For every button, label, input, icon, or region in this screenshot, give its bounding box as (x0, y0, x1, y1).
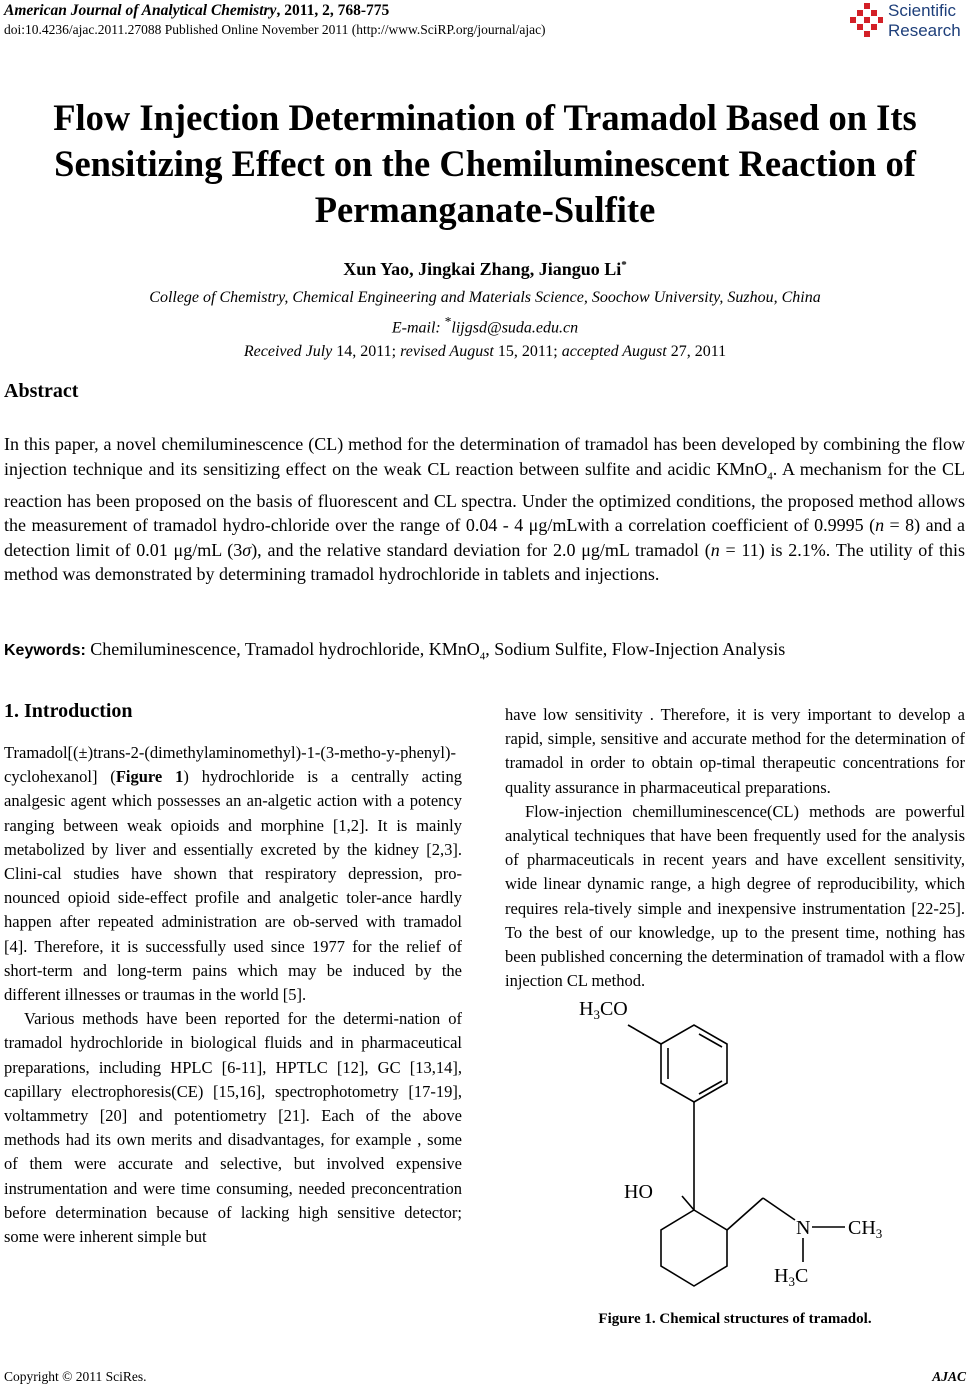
logo-text-research: Research (888, 21, 961, 40)
methoxy-bond (628, 1025, 661, 1044)
intro-paragraph: Various methods have been reported for the determi-nation of tramadol hydrochloride in biological fluids and in pharmaceutical preparations, including HPLC [6-11], HPTLC [12], GC [13,14], capillary electrophoresis(CE) [15,16], spectrophotometry [17-19], voltammetry [20] and potentiometry [21]. Each of the above methods had its own merits and disadvantages, for example , some of them were accurate and selective, but involved expensive instrumentation and were time consuming, needed preconcentration before determination because of lacking high sensitive detector; some were inherent simple but (4, 1009, 462, 1247)
abstract-paragraph: In this paper, a novel chemiluminescence (CL) method for the determination of tramadol has been developed by combining the flow injection technique and its sensitizing effect on the weak CL reaction between sulfite and acidic KMnO$_4$. A mechanism for the CL reaction has been proposed on the basis of fluorescent and CL spectra. Under the optimized conditions, the proposed method allows the measurement of tramadol hydro-chloride over the range of 0.04 - 4 μg/mLwith a correlation coefficient of 0.9995 (n = 8) and a detection limit of 0.01 μg/mL (3σ), and the relative standard deviation for 2.0 μg/mL tramadol (n = 11) is 2.1%. The utility of this method was demonstrated by determining tramadol hydrochloride in tablets and injections. (4, 434, 966, 585)
email-mark: * (444, 314, 452, 329)
intro-paragraph: have low sensitivity . Therefore, it is very important to develop a rapid, simple, sensitive and accurate method for the determination of tramadol in order to obtain op-timal therapeutic concentrations for quality assurance in pharmaceutical preparations. (505, 705, 965, 797)
keywords-text: , Sodium Sulfite, Flow-Injection Analysis (485, 639, 786, 659)
abstract-text: . A mechanism for the CL reaction has been proposed on the basis of fluorescent and CL spectra. Under the optimized conditions, the proposed method allows the measurement of tramadol hydro-chloride over the range of 0.04 - 4 μg/mLwith a correlation coefficient of 0.9995 ( (4, 458, 966, 536)
received-date: 14, 2011; (332, 343, 401, 361)
authors-text: Xun Yao, Jingkai Zhang, Jianguo Li (343, 259, 622, 279)
journal-name: American Journal of Analytical Chemistry (4, 2, 277, 19)
title-line: Flow Injection Determination of Tramadol Based on Its (53, 97, 917, 138)
author-list (0, 259, 970, 280)
footer-journal-abbr: AJAC (932, 1369, 966, 1384)
title-line: Sensitizing Effect on the Chemiluminescent Reaction of (54, 143, 916, 184)
abstract-heading: Abstract (4, 380, 79, 402)
left-column (4, 741, 462, 1249)
scirp-logo-icon (848, 2, 884, 38)
n-methyl-label: $H_3C$ (774, 1265, 809, 1289)
abstract-text: = 11) is 2.1%. The utility of this method was demonstrated by determining tramadol hydrochloride in tablets and injections. (4, 539, 965, 585)
corresponding-mark: * (621, 259, 627, 271)
abstract-text: In this paper, a novel chemiluminescence (CL) method for the determination of tramadol has been developed by combining the flow injection technique and its sensitizing effect on the weak CL reaction between sulfite and acidic KMnO (4, 434, 965, 479)
email-label: E-mail: (391, 319, 445, 337)
revised-label: revised August (400, 343, 494, 361)
accepted-label: accepted August (561, 343, 667, 361)
publisher-logo (848, 0, 970, 44)
footer-copyright: Copyright © 2011 SciRes. (4, 1369, 147, 1384)
paragraph-text: Tramadol[(±)trans-2-(dimethylaminomethyl)-1-(3-metho-y-phenyl)-cyclohexanol] ( (4, 743, 456, 787)
keywords-line: Keywords: Chemiluminescence, Tramadol hydrochloride, KMnO$_4$, Sodium Sulfite, Flow-Injection Analysis (4, 639, 786, 663)
figure-reference: Figure 1 (115, 767, 184, 787)
intro-paragraph: Flow-injection chemilluminescence(CL) methods are powerful analytical techniques that have been frequently used for the analysis of pharmaceuticals in recent years and have excellent sensitivity, wide linear dynamic range, a high degree of reproducibility, which requires rela-tively simple and inexpensive instrumentation [22-25]. To the best of our knowledge, up to the present time, nothing has been published concerning the determination of tramadol with a flow injection CL method. (505, 801, 965, 991)
logo-text-scientific: Scientific (888, 1, 957, 20)
abstract-body (4, 432, 965, 587)
introduction-heading: 1. Introduction (4, 700, 133, 722)
methyl-label: $CH_3$ (848, 1217, 883, 1241)
doi-line: doi:10.4236/ajac.2011.27088 Published Online November 2011 (http://www.SciRP.org/journal/ajac) (4, 22, 546, 37)
revised-date: 15, 2011; (493, 343, 562, 361)
keywords-text: Chemiluminescence, Tramadol hydrochloride, KMnO (85, 639, 480, 659)
tramadol-structure-figure (560, 692, 900, 1292)
title-line: Permanganate-Sulfite (314, 189, 656, 230)
received-label: Received July (243, 343, 333, 361)
benzene-ring (661, 1025, 727, 1102)
journal-citation (4, 2, 389, 20)
hydroxyl-label: HO (624, 1181, 653, 1203)
paper-title (0, 95, 970, 233)
cyclohexane-ring (661, 1210, 727, 1286)
nitrogen-label: N (796, 1217, 811, 1239)
figure-caption: Figure 1. Chemical structures of tramadol. (598, 1311, 872, 1327)
affiliation: College of Chemistry, Chemical Engineering and Materials Science, Soochow University, Suzhou, China (149, 289, 821, 306)
affiliation-block (0, 286, 970, 364)
paragraph-text: ) hydrochloride is a centrally acting analgesic agent which possesses an an-algetic action with a potency ranging between weak opioids and morphine [1,2]. It is mainly metabolized by liver and essentially excreted by the kidney [2,3]. Clini-cal studies have shown that respiratory depression, pro-nounced opioid side-effect profile and analgetic toler-ance hardly happen after repeated administration are ob-served with tramadol [4]. Therefore, it is successfully used since 1977 for the relief of short-term and long-term pains which may be induced by the different illnesses or traumas in the world [5]. (4, 767, 463, 1005)
journal-volume: , 2011, 2, 768-775 (276, 2, 390, 19)
email-line (0, 310, 970, 340)
dates-line (0, 340, 970, 364)
methoxy-label: $H_3CO$ (579, 998, 628, 1022)
abstract-text: ), and the relative standard deviation for 2.0 μg/mL tramadol ( (251, 539, 711, 560)
keywords-label: Keywords: (4, 642, 86, 659)
intro-paragraph (4, 741, 462, 1007)
abstract-text: = 8) and a detection limit of 0.01 μg/mL (3 (4, 515, 966, 560)
accepted-date: 27, 2011 (666, 343, 727, 361)
email-address[interactable]: lijgsd@suda.edu.cn (451, 319, 579, 337)
